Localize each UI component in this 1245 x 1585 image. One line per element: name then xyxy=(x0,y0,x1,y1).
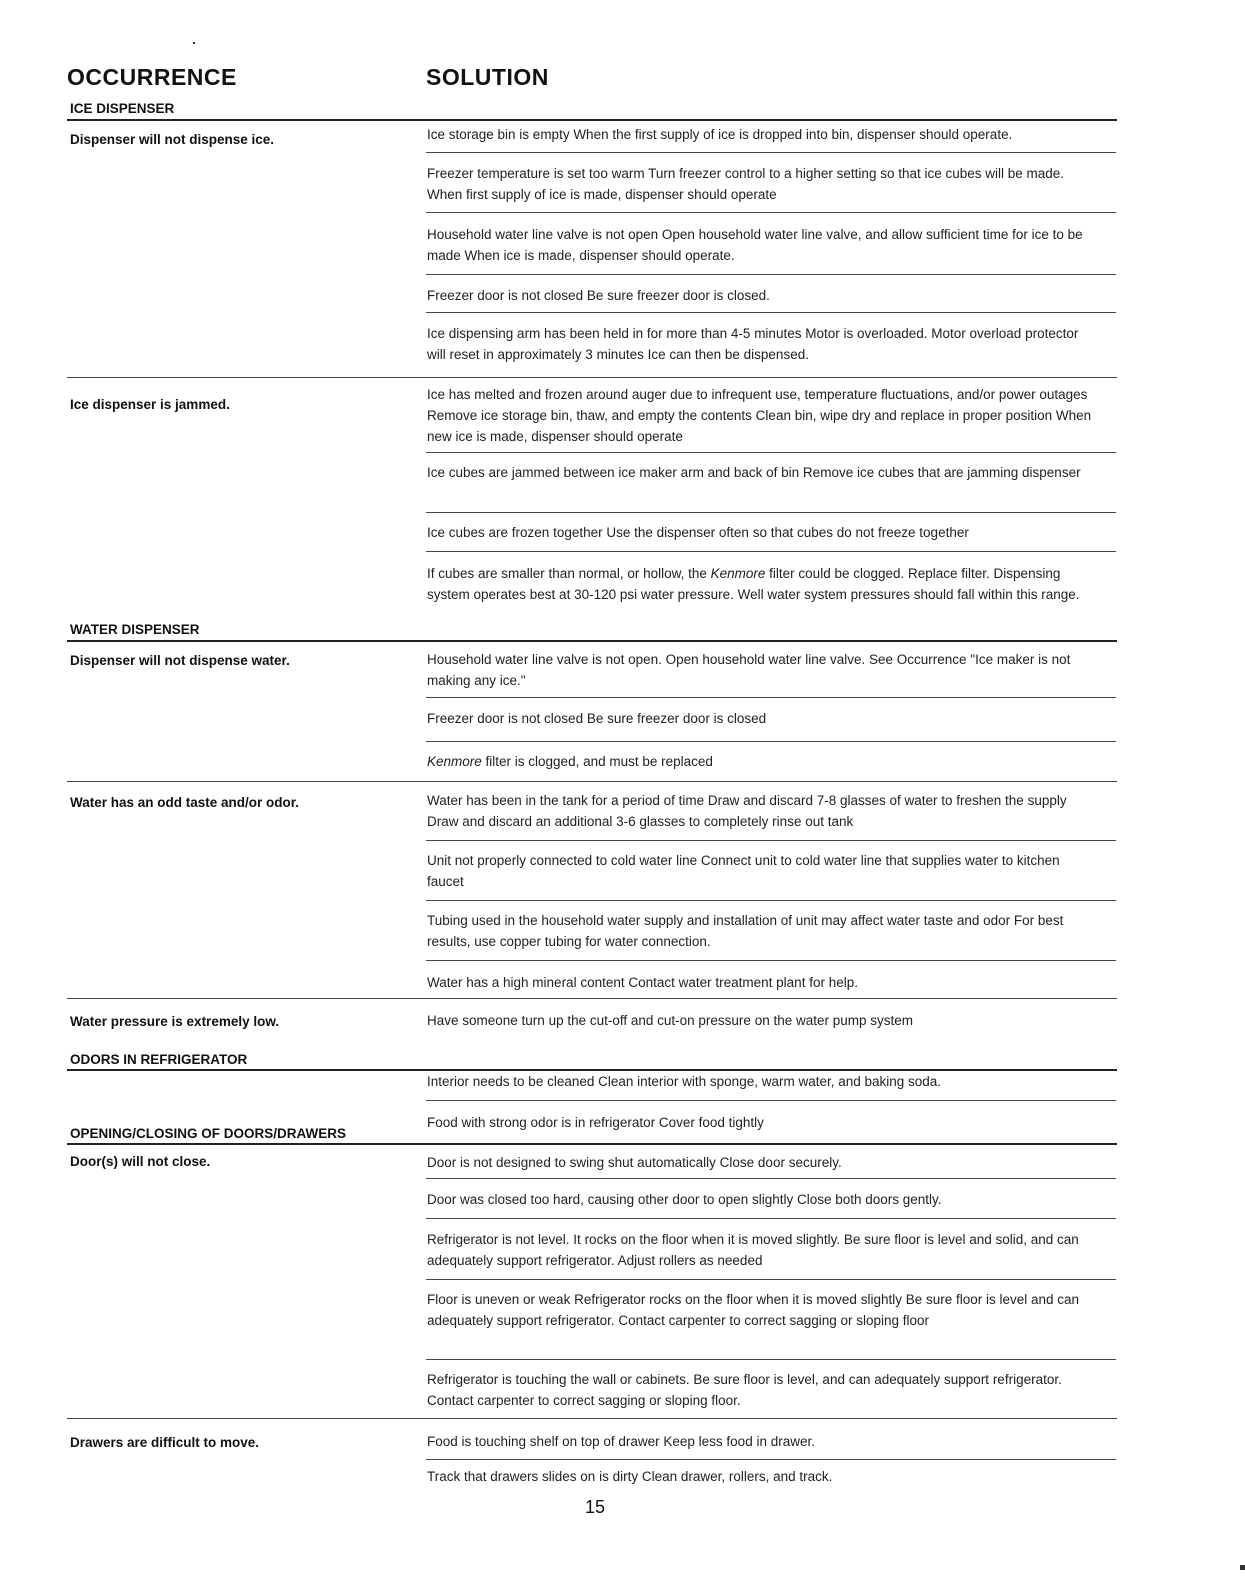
solution-text: Food is touching shelf on top of drawer Keep less food in drawer. xyxy=(427,1434,815,1449)
solution-text: Have someone turn up the cut-off and cut-on pressure on the water pump system xyxy=(427,1013,914,1028)
solution-text: Ice storage bin is empty When the first supply of ice is dropped into bin, dispenser should operate. xyxy=(427,127,1013,142)
section-title-doors-drawers: OPENING/CLOSING OF DOORS/DRAWERS xyxy=(70,1126,347,1141)
solution-text: Tubing used in the household water supply and installation of unit may affect water taste and odor For best results, use copper tubing for water connection. xyxy=(427,913,1064,949)
divider xyxy=(67,1418,1117,1419)
divider xyxy=(426,1279,1116,1280)
divider xyxy=(426,212,1116,213)
divider xyxy=(426,512,1116,513)
solution-text: Household water line valve is not open Open household water line valve, and allow sufficient time for ice to be made When ice is made, dispenser should operate. xyxy=(427,227,1083,263)
divider xyxy=(426,741,1116,742)
solution-heading: SOLUTION xyxy=(426,64,549,90)
divider xyxy=(67,1143,1117,1145)
occurrence-label: Dispenser will not dispense water. xyxy=(70,653,290,668)
solution-text: Refrigerator is not level. It rocks on the floor when it is moved slightly. Be sure floor is level and solid, and can adequately support refrigerator. Adjust rollers as needed xyxy=(427,1232,1079,1268)
divider xyxy=(67,998,1117,999)
page-number: 15 xyxy=(585,1497,606,1517)
solution-text: Water has been in the tank for a period of time Draw and discard 7-8 glasses of water to freshen the supply Draw and discard an additional 3-6 glasses to completely rinse out tank xyxy=(427,793,1067,829)
divider xyxy=(426,960,1116,961)
solution-text: Ice cubes are frozen together Use the dispenser often so that cubes do not freeze together xyxy=(427,525,969,540)
divider xyxy=(426,1218,1116,1219)
scan-speck xyxy=(193,42,195,44)
solution-text: Door was closed too hard, causing other door to open slightly Close both doors gently. xyxy=(427,1192,942,1207)
solution-text: Kenmore filter is clogged, and must be replaced xyxy=(427,754,713,769)
scan-speck xyxy=(1240,1565,1245,1570)
divider xyxy=(426,697,1116,698)
divider xyxy=(426,840,1116,841)
occurrence-heading: OCCURRENCE xyxy=(67,64,237,90)
solution-text: Track that drawers slides on is dirty Clean drawer, rollers, and track. xyxy=(427,1469,833,1484)
solution-text: Household water line valve is not open. Open household water line valve. See Occurrence "Ice maker is not making any ice." xyxy=(427,652,1071,688)
solution-text: Interior needs to be cleaned Clean interior with sponge, warm water, and baking soda. xyxy=(427,1074,942,1089)
divider xyxy=(67,377,1117,378)
divider xyxy=(67,119,1117,121)
solution-text: Food with strong odor is in refrigerator Cover food tightly xyxy=(427,1115,764,1130)
divider xyxy=(426,1359,1116,1360)
solution-text: Floor is uneven or weak Refrigerator rocks on the floor when it is moved slightly Be sure floor is level and can adequately support refrigerator. Contact carpenter to correct sagging or sloping floor xyxy=(427,1292,1080,1328)
occurrence-label: Drawers are difficult to move. xyxy=(70,1435,260,1450)
section-title-odors: ODORS IN REFRIGERATOR xyxy=(70,1052,248,1067)
divider xyxy=(426,274,1116,275)
solution-text: Ice cubes are jammed between ice maker arm and back of bin Remove ice cubes that are jamming dispenser xyxy=(427,465,1081,480)
divider xyxy=(426,1100,1116,1101)
divider xyxy=(426,900,1116,901)
solution-text: Freezer door is not closed Be sure freezer door is closed. xyxy=(427,288,770,303)
divider xyxy=(426,452,1116,453)
solution-text: Ice has melted and frozen around auger due to infrequent use, temperature fluctuations, and/or power outages Remove ice storage bin, thaw, and empty the contents Clean bin, wipe dry and replace in proper position When new ice is made, dispenser should operate xyxy=(427,387,1092,444)
solution-text: Freezer door is not closed Be sure freezer door is closed xyxy=(427,711,767,726)
solution-text: Unit not properly connected to cold water line Connect unit to cold water line that supplies water to kitchen faucet xyxy=(427,853,1060,889)
brand-name: Kenmore xyxy=(427,754,482,769)
divider xyxy=(426,551,1116,552)
occurrence-label: Water pressure is extremely low. xyxy=(70,1014,280,1029)
solution-text: Refrigerator is touching the wall or cabinets. Be sure floor is level, and can adequately support refrigerator. Contact carpenter to correct sagging or sloping floor. xyxy=(427,1372,1062,1408)
occurrence-label: Ice dispenser is jammed. xyxy=(70,397,230,412)
solution-text: Ice dispensing arm has been held in for more than 4-5 minutes Motor is overloaded. Motor overload protector will reset in approximately 3 minutes Ice can then be dispensed. xyxy=(427,326,1079,362)
section-title-ice-dispenser: ICE DISPENSER xyxy=(70,101,175,116)
solution-text: Water has a high mineral content Contact water treatment plant for help. xyxy=(427,975,858,990)
brand-name: Kenmore xyxy=(710,566,766,581)
divider xyxy=(426,312,1116,313)
section-title-water-dispenser: WATER DISPENSER xyxy=(70,622,200,637)
occurrence-label: Dispenser will not dispense ice. xyxy=(70,132,275,147)
divider xyxy=(67,640,1117,642)
divider xyxy=(426,1459,1116,1460)
divider xyxy=(426,152,1116,153)
divider xyxy=(426,1178,1116,1179)
solution-text: Freezer temperature is set too warm Turn freezer control to a higher setting so that ice cubes will be made. When first supply of ice is made, dispenser should operate xyxy=(427,166,1065,202)
occurrence-label: Water has an odd taste and/or odor. xyxy=(70,795,300,810)
divider xyxy=(67,781,1117,782)
occurrence-label: Door(s) will not close. xyxy=(70,1154,211,1169)
solution-text: If cubes are smaller than normal, or hollow, the Kenmore filter could be clogged. Replace filter. Dispensing system operates best at 30-120 psi water pressure. Well water system pressures should fall within this range. xyxy=(427,566,1080,602)
solution-text: Door is not designed to swing shut automatically Close door securely. xyxy=(427,1155,842,1170)
